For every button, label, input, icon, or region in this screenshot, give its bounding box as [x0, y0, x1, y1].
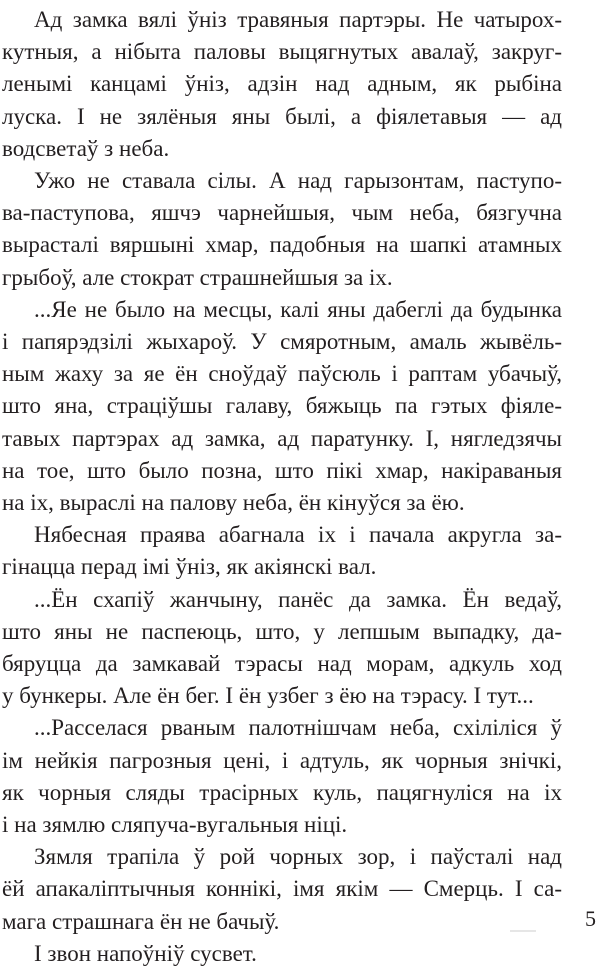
paragraph — [2, 712, 562, 841]
text-line: Зямля трапіла ў рой чорных зор, і паўсталі над — [34, 844, 562, 870]
page-number: 5 — [585, 906, 596, 931]
text-line: грыбоў, але стократ страшнейшыя за іх. — [2, 264, 393, 290]
text-line: ім нейкія пагрозныя цені, і адтуль, як чорныя знічкі, — [2, 747, 562, 773]
text-line: ...Ён схапіў жанчыну, панёс да замка. Ён ведаў, — [34, 586, 562, 612]
text-line: у бункеры. Але ён бег. І ён узбег з ёю на тэрасу. І тут... — [2, 683, 534, 709]
text-line: мага страшнага ён не бачыў. — [2, 908, 280, 934]
text-line: на іх, выраслі на палову неба, ён кінуўся за ёю. — [2, 490, 465, 516]
text-line: Ужо не ставала сілы. А над гарызонтам, паступо- — [34, 168, 562, 194]
body-text — [2, 4, 562, 970]
text-line: тавых партэрах ад замка, ад паратунку. І, нягледзячы — [2, 425, 562, 451]
text-line: вырасталі вяршыні хмар, падобныя на шапкі атамных — [2, 232, 562, 258]
text-line: ёй апакаліптычныя коннікі, імя якім — Смерць. І са- — [2, 876, 562, 902]
text-line: ...Расселася рваным палотнішчам неба, схіліліся ў — [34, 715, 562, 741]
text-line: ным жаху за яе ён сноўдаў паўсюль і раптам убачыў, — [2, 361, 562, 387]
text-line: і папярэдзілі жыхароў. У смяротным, амаль жывёль- — [2, 329, 562, 355]
text-line: ...Яе не было на месцы, калі яны дабеглі да будынка — [34, 296, 562, 322]
book-page — [2, 0, 596, 966]
text-line: Ад замка вялі ўніз травяныя партэры. Не чатырох- — [34, 7, 562, 32]
text-line: што яна, страціўшы галаву, бяжыць па гэтых фіяле- — [2, 393, 562, 419]
text-line: ленымі канцамі ўніз, адзін над адным, як рыбіна — [2, 71, 562, 97]
text-line: кутныя, а нібыта паловы выцягнутых авалаў, закруг- — [2, 39, 562, 65]
text-line: ва-паступова, яшчэ чарнейшыя, чым неба, бязгучна — [2, 200, 562, 226]
text-line: бяруцца да замкавай тэрасы над морам, адкуль ход — [2, 651, 562, 677]
text-line: І звон напоўніў сусвет. — [34, 940, 257, 966]
paragraph — [2, 519, 562, 583]
text-line: на тое, што было позна, што пікі хмар, накіраваныя — [2, 457, 562, 483]
paragraph — [2, 4, 562, 165]
text-line: луска. І не зялёныя яны былі, а фіялетавыя — ад — [2, 103, 562, 129]
paragraph — [2, 584, 562, 713]
paragraph — [2, 294, 562, 519]
text-line: і на зямлю сляпуча-вугальныя ніці. — [2, 812, 348, 838]
paragraph — [2, 165, 562, 294]
text-line: гінацца перад імі ўніз, як акіянскі вал. — [2, 554, 377, 580]
text-line: як чорныя сляды трасірных куль, пацягнуліся на іх — [2, 779, 562, 805]
text-line: што яны не паспеюць, што, у лепшым выпадку, да- — [2, 618, 562, 644]
footer-mark — [510, 930, 536, 932]
paragraph — [2, 841, 562, 938]
text-line: водсветаў з неба. — [2, 135, 170, 161]
paragraph — [2, 938, 562, 970]
text-line: Нябесная праява абагнала іх і пачала акругла за- — [34, 522, 562, 548]
